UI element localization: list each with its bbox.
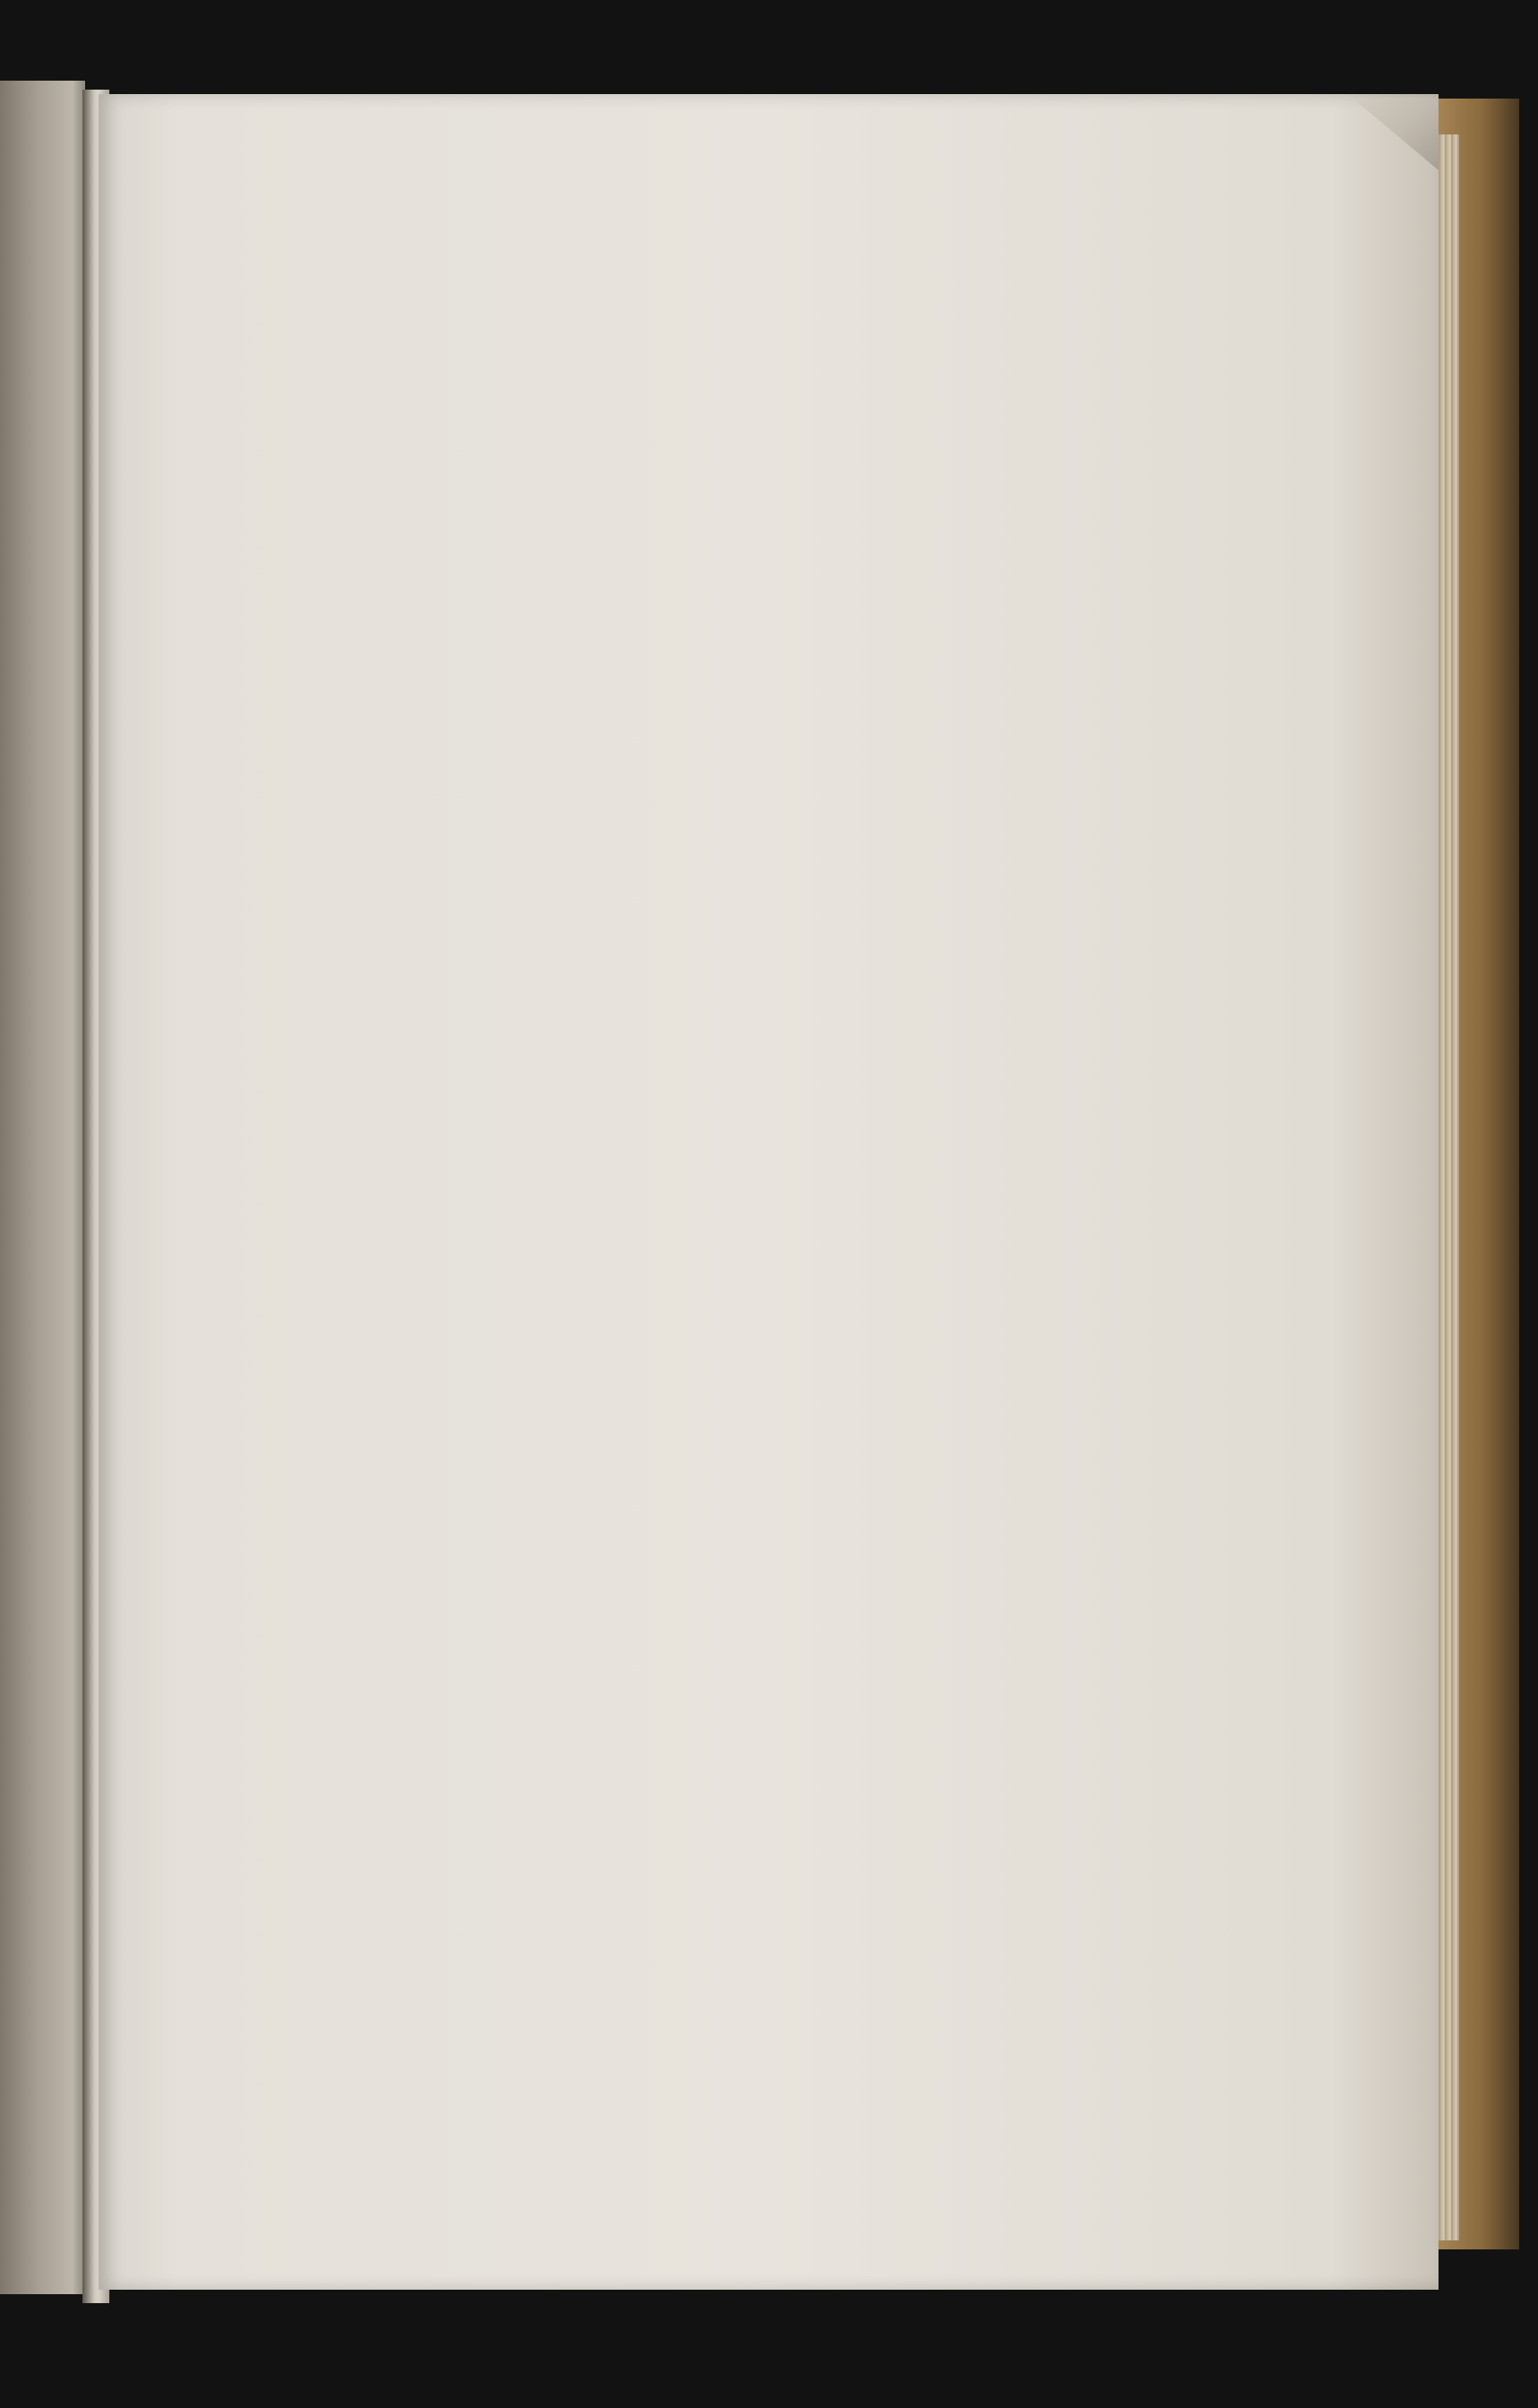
left-page-edge	[0, 81, 85, 2294]
book-page	[99, 94, 1439, 2290]
